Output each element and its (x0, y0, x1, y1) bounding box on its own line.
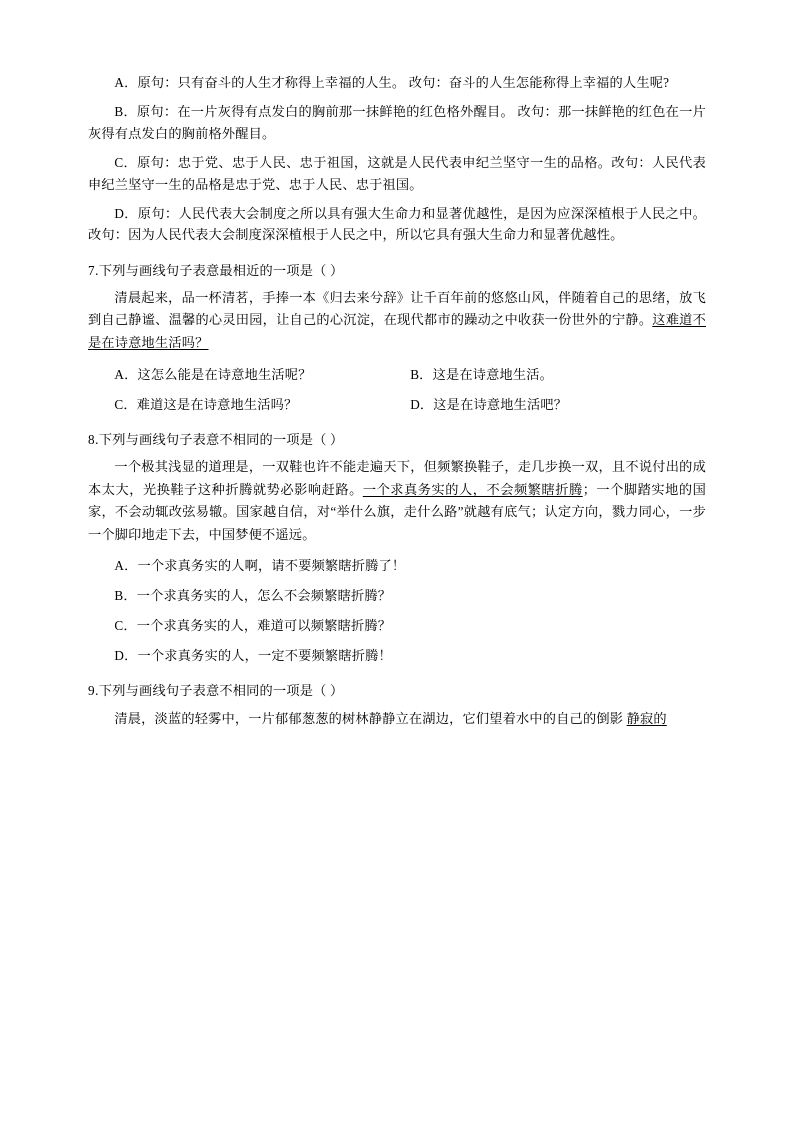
question-7-stem (88, 260, 706, 281)
q7-underlined-sentence: 这难道不是在诗意地生活吗？ (88, 312, 706, 351)
q7-option-c: C．难道这是在诗意地生活吗？ (114, 396, 298, 412)
q7-passage-text: 清晨起来，品一杯清茗，手捧一本《归去来兮辞》让千百年前的悠悠山风，伴随着自己的思绪，放飞到自己静谧、温馨的心灵田园，让自己的心沉淀，在现代都市的躁动之中收获一份世外的宁静。 (88, 289, 706, 328)
question-9-number: 9. (88, 683, 99, 699)
question-9-stem (88, 680, 706, 701)
q9-underlined-sentence: 静寂的 (626, 710, 667, 726)
question-7-text: 下列与画线句子表意最相近的一项是（ ） (98, 262, 344, 278)
q8-passage-part2: ；一个脚踏实地的国家，不会动辄改弦易辙。国家越自信，对“举什么旗，走什么路”就越有底气；认定方向，戮力同心，一步一个脚印地走下去，中国梦便不遥远。 (88, 481, 707, 542)
q8-option-b: B．一个求真务实的人，怎么不会频繁瞎折腾？ (114, 588, 392, 604)
q7-option-d: D．这是在诗意地生活吧？ (410, 396, 568, 412)
question-8-text: 下列与画线句子表意不相同的一项是（ ） (98, 432, 344, 448)
q7-option-b: B．这是在诗意地生活。 (410, 366, 554, 382)
q8-option-a: A．一个求真务实的人啊，请不要频繁瞎折腾了！ (114, 557, 406, 573)
question-7-number: 7. (88, 262, 99, 278)
question-8-number: 8. (88, 432, 99, 448)
q8-option-d: D．一个求真务实的人，一定不要频繁瞎折腾！ (114, 648, 392, 664)
q6-option-d: D．原句：人民代表大会制度之所以具有强大生命力和显著优越性，是因为应深深植根于人民之中。 改句：因为人民代表大会制度深深植根于人民之中，所以它具有强大生命力和显著优越性。 (88, 205, 706, 243)
q8-passage-part1: 一个极其浅显的道理是，一双鞋也许不能走遍天下，但频繁换鞋子，走几步换一双，且不说付出的成本太大，光换鞋子这种折腾就势必影响赶路。 (88, 459, 706, 497)
q6-option-a: A．原句：只有奋斗的人生才称得上幸福的人生。 改句：奋斗的人生怎能称得上幸福的人生呢? (114, 75, 670, 90)
q8-underlined-sentence: 一个求真务实的人，不会频繁瞎折腾 (362, 481, 583, 497)
question-8-stem (88, 429, 706, 450)
question-9-text: 下列与画线句子表意不相同的一项是（ ） (98, 683, 344, 699)
q9-passage-part1: 清晨，淡蓝的轻雾中，一片郁郁葱葱的树林静静立在湖边，它们望着水中的自己的倒影 (114, 710, 627, 726)
q8-option-c: C．一个求真务实的人，难道可以频繁瞎折腾？ (114, 618, 392, 634)
q7-option-a: A．这怎么能是在诗意地生活呢？ (114, 366, 312, 382)
question-7-passage (88, 287, 706, 355)
q7-choices-row-2 (88, 394, 706, 415)
q6-option-b: B．原句：在一片灰得有点发白的胸前那一抹鲜艳的红色格外醒目。 改句：那一抹鲜艳的红色在一片灰得有点发白的胸前格外醒目。 (88, 104, 706, 141)
q6-option-c: C．原句：忠于党、忠于人民、忠于祖国，这就是人民代表申纪兰坚守一生的品格。改句：人民代表申纪兰坚守一生的品格是忠于党、忠于人民、忠于祖国。 (88, 155, 706, 192)
q7-choices-row-1 (88, 364, 706, 385)
question-8-passage (88, 456, 706, 546)
question-9-passage (88, 708, 706, 731)
